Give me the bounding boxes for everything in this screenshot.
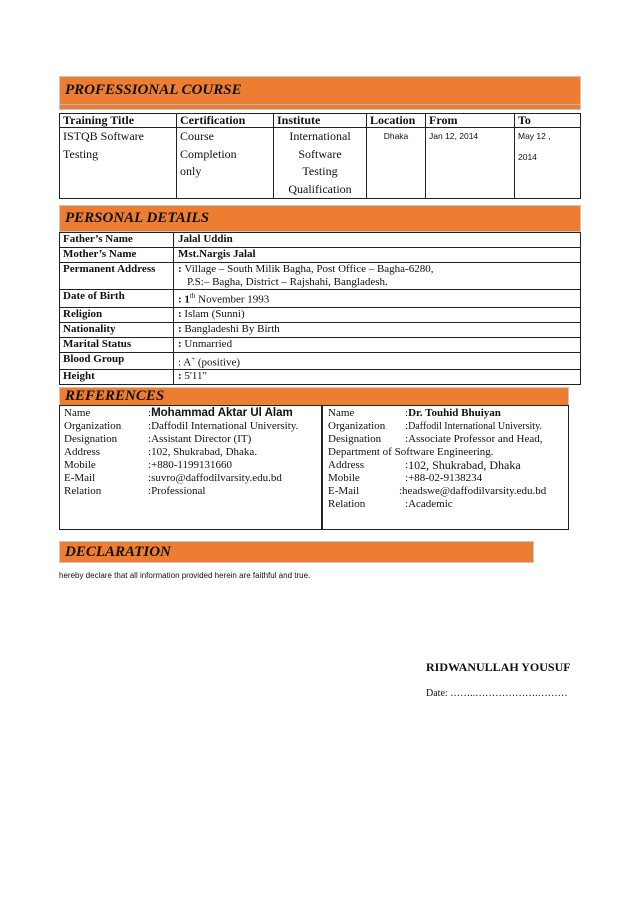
- cell-line: Dhaka: [383, 131, 409, 141]
- field-value: Jalal Uddin: [174, 233, 581, 248]
- reference-address: 102, Shukrabad, Dhaka.: [151, 446, 258, 458]
- ref-label: Address: [64, 446, 101, 458]
- field-value: [174, 263, 581, 290]
- column-header: Location: [367, 114, 426, 128]
- section-bar-references: [59, 387, 569, 405]
- section-title: REFERENCES: [65, 388, 165, 404]
- to-cell: [515, 128, 581, 199]
- field-value: : 5'11": [174, 370, 581, 385]
- reference-email: :headswe@daffodilvarsity.edu.bd: [399, 485, 547, 497]
- field-label: Date of Birth: [60, 290, 174, 308]
- cell-line: ISTQB Software: [63, 129, 144, 143]
- field-label: Marital Status: [60, 337, 174, 352]
- address-line: Village – South Milik Bagha, Post Office – Bagha-6280,: [184, 263, 434, 275]
- cell-line: Testing: [63, 146, 99, 161]
- table-row: [60, 263, 581, 290]
- reference-designation: Associate Professor and Head,: [408, 433, 543, 445]
- field-value: : Islam (Sunni): [174, 307, 581, 322]
- field-value: : Bangladeshi By Birth: [174, 322, 581, 337]
- reference-organization: Daffodil International University.: [151, 420, 299, 432]
- reference-name: Dr. Touhid Bhuiyan: [408, 407, 501, 419]
- reference-card-1: Name : Mohammad Aktar Ul Alam Organization : Daffodil International University. Designation : Assistant Director (IT) Address : 102, Shukrabad, Dhaka. Mobile : +880-1199131660 E-Mail : suvro@daffodilvarsity.edu.bd Relation : Professional: [59, 405, 322, 530]
- dob-rest: November 1993: [195, 293, 270, 306]
- cell-line: only: [180, 164, 202, 178]
- cell-line: Software: [298, 146, 342, 161]
- reference-organization: Daffodil International University.: [408, 421, 542, 432]
- cell-line: Completion: [180, 146, 237, 161]
- section-bar-professional-course: [59, 76, 581, 110]
- ref-label: Relation: [328, 498, 366, 510]
- table-row: [60, 370, 581, 385]
- field-label: Mother’s Name: [60, 248, 174, 263]
- field-value: [174, 352, 581, 370]
- reference-relation: Professional: [151, 485, 206, 497]
- declaration-text: hereby declare that all information provided herein are faithful and true.: [59, 571, 311, 580]
- training-title-cell: [60, 128, 177, 199]
- reference-card-2: Name : Dr. Touhid Bhuiyan Organization : Daffodil International University. Designation : Associate Professor and Head, Department of Software Engineering. Address : 102, Shukrabad, Dhaka Mobile : +88-02-9138234 E-Mail :headswe@daffodilvarsity.edu.bd Relation : Academic: [322, 405, 569, 530]
- ref-label: Mobile: [328, 472, 360, 484]
- table-row: [60, 337, 581, 352]
- column-header: Certification: [177, 114, 274, 128]
- reference-address: 102, Shukrabad, Dhaka: [408, 458, 521, 472]
- field-label: Height: [60, 370, 174, 385]
- column-header: Training Title: [60, 114, 177, 128]
- table-row: [60, 233, 581, 248]
- table-header-row: [60, 114, 581, 128]
- field-value: [174, 290, 581, 308]
- table-row: [60, 248, 581, 263]
- personal-details-table: [59, 232, 581, 385]
- reference-designation: Assistant Director (IT): [151, 433, 252, 445]
- course-table: [59, 113, 581, 199]
- reference-name: Mohammad Aktar Ul Alam: [151, 407, 293, 419]
- section-title: PERSONAL DETAILS: [65, 210, 210, 226]
- section-title: PROFESSIONAL COURSE: [65, 81, 242, 98]
- institute-cell: [274, 128, 367, 199]
- table-row: [60, 290, 581, 308]
- column-header: Institute: [274, 114, 367, 128]
- column-header: From: [426, 114, 515, 128]
- table-row: [60, 322, 581, 337]
- table-row: [60, 352, 581, 370]
- dob-sup: th: [189, 292, 196, 300]
- field-label: Blood Group: [60, 352, 174, 370]
- cell-line: International: [289, 129, 351, 143]
- ref-label: Organization: [328, 420, 386, 432]
- reference-email: suvro@daffodilvarsity.edu.bd: [151, 472, 282, 484]
- field-value: : Unmarried: [174, 337, 581, 352]
- ref-label: Name: [328, 407, 355, 419]
- certification-cell: [177, 128, 274, 199]
- reference-mobile: +880-1199131660: [151, 459, 233, 471]
- ref-label: E-Mail: [64, 472, 96, 484]
- location-cell: [367, 128, 426, 199]
- blood-sup: +: [191, 354, 196, 363]
- ref-label: Address: [328, 459, 365, 471]
- field-label: Religion: [60, 307, 174, 322]
- ref-label: Relation: [64, 485, 102, 497]
- column-header: To: [515, 114, 581, 128]
- colon: :: [178, 263, 185, 275]
- signature-name: RIDWANULLAH YOUSUF: [426, 660, 571, 674]
- table-row: [60, 128, 581, 199]
- ref-label: Designation: [328, 433, 382, 445]
- cell-line: May 12 ,: [518, 131, 551, 141]
- table-row: [60, 307, 581, 322]
- from-cell: [426, 128, 515, 199]
- nationality-value: Bangladeshi By Birth: [184, 322, 280, 335]
- signature-date: Date: ……..……………….………: [426, 688, 568, 699]
- ref-label: Organization: [64, 420, 122, 432]
- ref-label: E-Mail: [328, 485, 360, 497]
- religion-value: Islam (Sunni): [184, 307, 245, 320]
- cell-line: 2014: [518, 151, 537, 162]
- field-label: Father’s Name: [60, 233, 174, 248]
- reference-relation: Academic: [408, 498, 453, 510]
- blood-prefix: : A: [178, 356, 192, 369]
- ref-label: Designation: [64, 433, 118, 445]
- field-label: Nationality: [60, 322, 174, 337]
- section-bar-personal-details: [59, 205, 581, 232]
- cell-line: Qualification: [288, 181, 352, 196]
- cell-line: Testing: [302, 164, 338, 178]
- dob-day: : 1: [178, 293, 190, 306]
- ref-label: Name: [64, 407, 91, 419]
- height-value: 5'11": [184, 370, 207, 383]
- cell-line: Jan 12, 2014: [429, 131, 479, 141]
- section-bar-declaration: [59, 541, 534, 563]
- marital-value: Unmarried: [184, 337, 233, 350]
- ref-label: Mobile: [64, 459, 96, 471]
- cell-line: Course: [180, 129, 214, 143]
- field-value: Mst.Nargis Jalal: [174, 248, 581, 263]
- field-label: Permanent Address: [60, 263, 174, 290]
- reference-mobile: +88-02-9138234: [408, 472, 483, 484]
- reference-department: Department of Software Engineering.: [328, 446, 494, 458]
- address-line: P.S:– Bagha, District – Rajshahi, Bangladesh.: [187, 276, 388, 288]
- section-title: DECLARATION: [65, 543, 171, 560]
- blood-rest: (positive): [195, 356, 241, 369]
